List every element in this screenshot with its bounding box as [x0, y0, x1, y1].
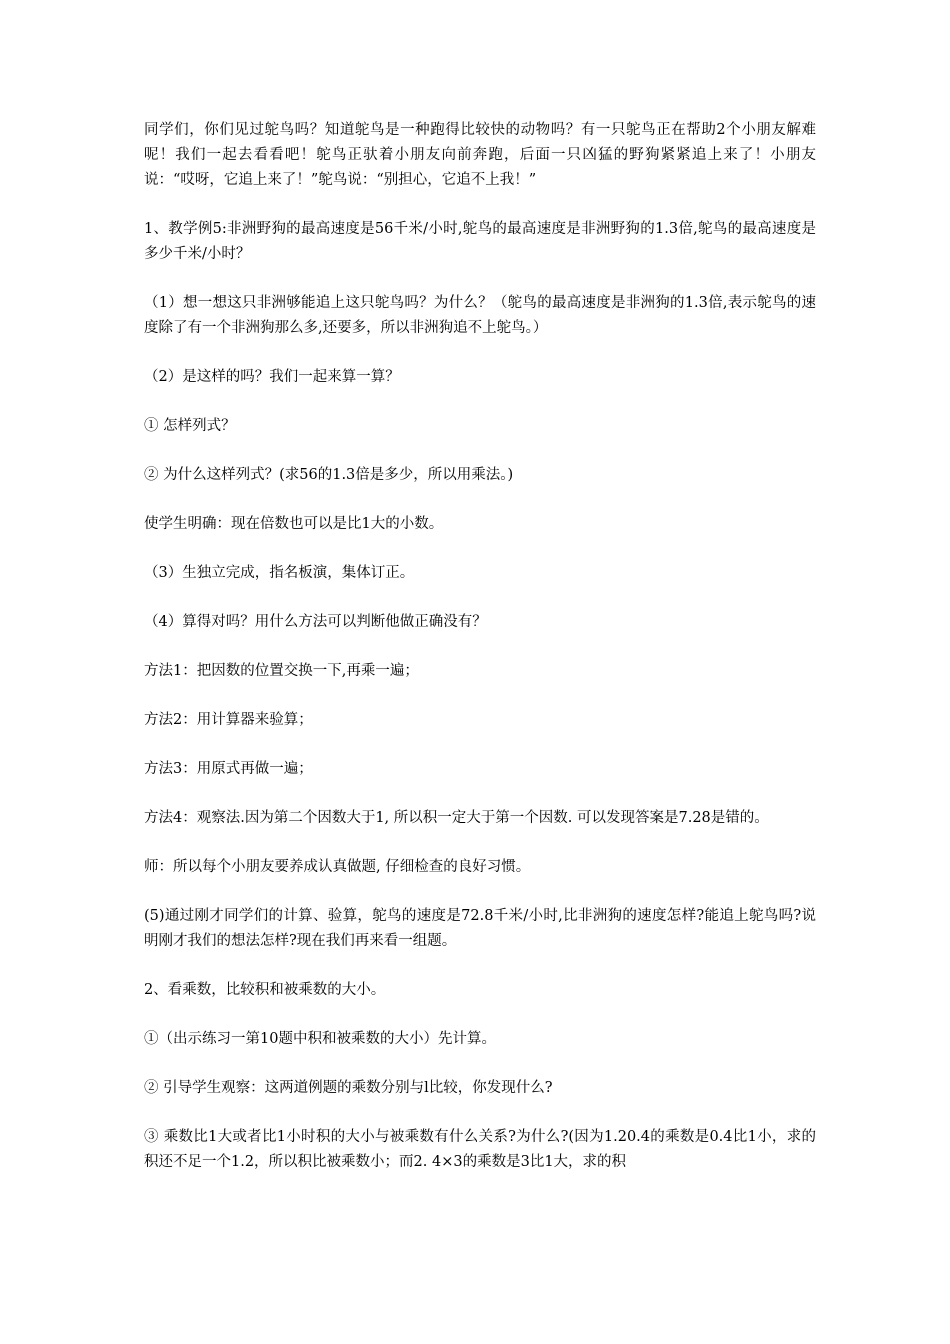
paragraph-step-4: （4）算得对吗？用什么方法可以判断他做正确没有？ [144, 614, 487, 630]
paragraph-item-2: ② 引导学生观察：这两道例题的乘数分别与l比较，你发现什么? [144, 1080, 553, 1096]
paragraph-example-5: 1、教学例5:非洲野狗的最高速度是56千米/小时,鸵鸟的最高速度是非洲野狗的1.3倍,鸵鸟的最高速度是多少千米/小时？ [144, 221, 816, 262]
paragraph-method-4: 方法4：观察法.因为第二个因数大于1, 所以积一定大于第一个因数. 可以发现答案是7.28是错的。 [144, 810, 769, 826]
paragraph-step-2: （2）是这样的吗？我们一起来算一算？ [144, 369, 400, 385]
paragraph-step-5: (5)通过刚才同学们的计算、验算，鸵鸟的速度是72.8千米/小时,比非洲狗的速度怎样?能追上鸵鸟吗?说明刚才我们的想法怎样?现在我们再来看一组题。 [144, 908, 816, 949]
paragraph-clarify: 使学生明确：现在倍数也可以是比1大的小数。 [144, 516, 444, 532]
paragraph-method-2: 方法2：用计算器来验算； [144, 712, 313, 728]
paragraph-step-1: （1）想一想这只非洲够能追上这只鸵鸟吗？为什么？（鸵鸟的最高速度是非洲狗的1.3倍,表示鸵鸟的速度除了有一个非洲狗那么多,还要多，所以非洲狗追不上鸵鸟。） [144, 295, 816, 336]
paragraph-intro: 同学们，你们见过鸵鸟吗？知道鸵鸟是一种跑得比较快的动物吗？有一只鸵鸟正在帮助2个小朋友解难呢！我们一起去看看吧！鸵鸟正驮着小朋友向前奔跑，后面一只凶猛的野狗紧紧追上来了！小朋友说：“哎呀，它追上来了！”鸵鸟说：“别担心，它追不上我！” [144, 122, 816, 188]
paragraph-method-3: 方法3：用原式再做一遍； [144, 761, 313, 777]
paragraph-method-1: 方法1：把因数的位置交换一下,再乘一遍； [144, 663, 419, 679]
paragraph-question-1: ① 怎样列式？ [144, 418, 236, 434]
paragraph-section-2: 2、看乘数，比较积和被乘数的大小。 [144, 982, 386, 998]
paragraph-teacher-note: 师：所以每个小朋友要养成认真做题, 仔细检查的良好习惯。 [144, 859, 531, 875]
paragraph-step-3: （3）生独立完成，指名板演，集体订正。 [144, 565, 415, 581]
paragraph-question-2: ② 为什么这样列式？(求56的1.3倍是多少，所以用乘法。) [144, 467, 514, 483]
paragraph-item-1: ①（出示练习一第10题中积和被乘数的大小）先计算。 [144, 1031, 496, 1047]
document-page [144, 118, 816, 1199]
paragraph-item-3: ③ 乘数比1大或者比1小时积的大小与被乘数有什么关系?为什么?(因为1.20.4的乘数是0.4比1小，求的积还不足一个1.2，所以积比被乘数小；而2. 4×3的乘数是3比1大，求的积 [144, 1129, 816, 1170]
